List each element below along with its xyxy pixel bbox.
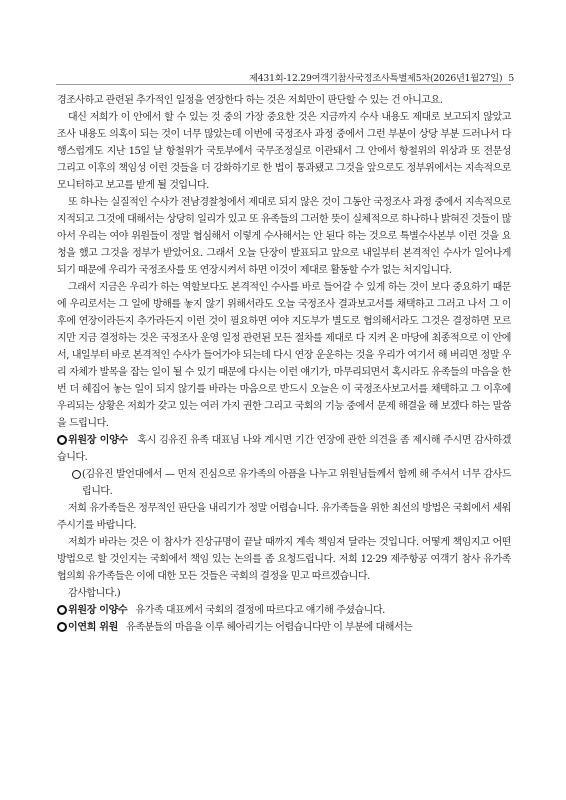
paragraph-9: 감사합니다.) — [68, 588, 121, 599]
speech-text: (김유진 발언대에서 — 먼저 진심으로 유가족의 아픔을 나누고 위원님들께서 함께 해 주셔서 너무 감사드립니다. — [82, 469, 511, 497]
header-rule — [56, 84, 511, 85]
speech-text: 유족분들의 마음을 이루 헤아리기는 어렵습니다만 이 부분에 대해서는 — [126, 622, 413, 633]
speech-text: 혹시 김유진 유족 대표님 나와 계시면 기간 연장에 관한 의견을 좀 제시해 주시면 감사하겠습니다. — [57, 435, 512, 463]
running-header — [249, 70, 514, 84]
paragraph-7: 저희 유가족들은 정무적인 판단을 내리기가 정말 어렵습니다. 유가족들을 위한 최선의 방법은 국회에서 세워 주시기를 바랍니다. — [57, 503, 511, 531]
speaker-name: 이연희 위원 — [68, 622, 118, 633]
paragraph-4: 그래서 지금은 우리가 하는 역할보다도 본격적인 수사를 바로 들어갈 수 있게 하는 것이 보다 중요하기 때문에 우리로서는 그 일에 방해를 놓지 않기 위해서라도 오늘 국정조사 결과보고서를 채택하고 그러고 나서 그 이후에 연장이라든지 추가라든지 이런 것이 필요하면 여야 지도부가 별도로 협의해서라도 그것은 결정하면 모르지만 지금 결정하는 것은 국정조사 운영 일정 관련된 모든 절차를 제대로 다 지켜 온 마당에 최종적으로 이 안에서, 내일부터 바로 본격적인 수사가 들어가야 되는데 다시 연장 운운하는 것을 우리가 여기서 해 버리면 정말 우리 자체가 발목을 잡는 일이 될 수 있기 때문에 다시는 이런 얘기가, 마무리되면서 혹시라도 유족들의 마음을 한 번 더 헤집어 놓는 일이 되지 않기를 바라는 마음으로 반드시 오늘은 이 국정조사보고서를 채택하고 그 이후에 우리되는 상황은 저희가 갖고 있는 여러 가지 권한 그리고 국회의 기능 중에서 문제 해결을 해 보겠다 하는 말씀을 드립니다. — [57, 282, 511, 429]
speech-text: 유가족 대표께서 국회의 결정에 따르다고 얘기해 주셨습니다. — [135, 605, 385, 616]
speaker-circle-icon — [57, 435, 67, 445]
speaker-name: 위원장 이양수 — [68, 435, 128, 446]
speaker-turn-chair-1 — [57, 432, 511, 466]
speaker-circle-icon — [57, 622, 67, 632]
speaker-circle-icon — [57, 605, 67, 615]
paragraph-3: 또 하나는 실질적인 수사가 전남경찰청에서 제대로 되지 않은 것이 그동안 국정조사 과정 중에서 지속적으로 지적되고 그것에 대해서는 상당히 일리가 있고 또 유족들의 그러한 뜻이 실체적으로 하나하나 밝혀진 것들이 많아서 우리는 여야 위원들이 정말 협심해서 이렇게 수사해서는 안 된다 하는 것으로 특별수사본부 이런 것을 요청을 했고 그것을 정부가 받았어요. 그래서 오늘 단장이 발표되고 앞으로 내일부터 본격적인 수사가 일어나게 되기 때문에 우리가 국정조사를 또 연장시켜서 하면 이것이 제대로 활동할 수가 없는 처지입니다. — [57, 197, 511, 276]
page-number: 5 — [508, 73, 514, 84]
paragraph-8: 저희가 바라는 것은 이 참사가 진상규명이 끝날 때까지 계속 책임져 달라는 것입니다. 어떻게 책임지고 어떤 방법으로 할 것인지는 국회에서 책임 있는 논의를 좀 요청드립니다. 저희 12·29 제주항공 여객기 참사 유가족협의회 유가족들은 이에 대한 모든 것들은 국회의 결정을 믿고 따르겠습니다. — [57, 537, 511, 582]
speaker-circle-icon — [72, 470, 81, 479]
speaker-turn-chair-2 — [57, 602, 511, 619]
speaker-name: 위원장 이양수 — [68, 605, 128, 616]
header-title: 제431회-12.29여객기참사국정조사특별제5차(2026년1월27일) — [249, 73, 503, 84]
paragraph-6 — [57, 466, 511, 500]
transcript-body — [57, 92, 511, 636]
paragraph-1: 경조사하고 관련된 추가적인 일정을 연장한다 하는 것은 저희만이 판단할 수 있는 건 아니고요. — [57, 95, 443, 106]
paragraph-2: 대신 저희가 이 안에서 할 수 있는 것 중의 가장 중요한 것은 지금까지 수사 내용도 제대로 보고되지 않았고 조사 내용도 의혹이 되는 것이 너무 많았는데 이번에 국정조사 과정 중에서 그런 부분이 상당 부분 드러나서 다행스럽게도 지난 15일 날 항철위가 국토부에서 국무조정실로 이관돼서 그 안에서 항철위의 위상과 또 전문성 그리고 이후의 책임성 이런 것들을 더 강화하기로 한 법이 통과됐고 그것을 앞으로도 정부위에서는 지속적으로 모니터하고 보고를 받게 될 것입니다. — [57, 112, 511, 191]
speaker-turn-yeonhee — [57, 619, 511, 636]
